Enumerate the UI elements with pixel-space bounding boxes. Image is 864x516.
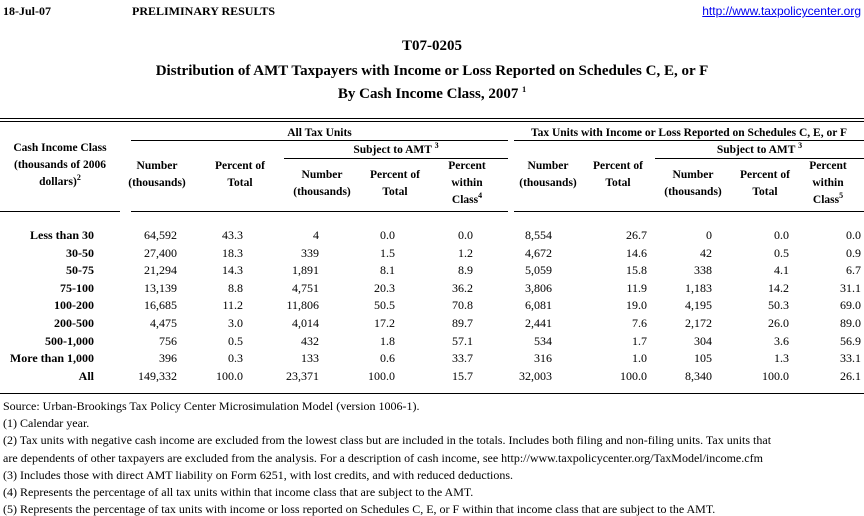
all-percent-header-l1: Percent of (215, 160, 265, 172)
sched-number-header-l1: Number (527, 160, 569, 172)
table-cell: 31.1 (840, 280, 861, 295)
row-label: All (78, 368, 94, 383)
rule-line (131, 140, 508, 141)
table-cell: 2,441 (525, 316, 552, 330)
table-cell: 89.7 (452, 316, 473, 330)
table-cell: 149,332 (138, 368, 177, 383)
table-cell: 69.0 (840, 298, 861, 313)
class-header-line2: (thousands of 2006 (13, 159, 107, 171)
table-cell: 56.9 (840, 333, 861, 348)
table-cell: 50.3 (768, 298, 789, 313)
subject-to-amt-header (655, 142, 864, 159)
table-cell: 1.0 (632, 351, 647, 366)
table-cell: 0.0 (458, 228, 473, 242)
footnote: (4) Represents the percentage of all tax units within that income class that are subject to the AMT. (3, 485, 474, 499)
table-cell: 338 (694, 263, 712, 278)
row-label: 100-200 (54, 298, 94, 313)
table-cell: 18.3 (222, 245, 243, 260)
table-cell: 1.2 (458, 245, 473, 260)
table-cell: 1.8 (380, 333, 395, 348)
taxpolicycenter-link[interactable]: http://www.taxpolicycenter.org (702, 4, 861, 18)
table-cell: 4,672 (525, 245, 552, 260)
all-amt-number-header-l2: (thousands) (293, 186, 351, 198)
table-cell: 105 (694, 351, 712, 366)
table-cell: 0.3 (228, 351, 243, 366)
table-cell: 26.0 (768, 316, 789, 330)
row-label: 200-500 (54, 316, 94, 330)
sched-percent-header-l1: Percent of (593, 160, 643, 172)
table-cell: 17.2 (374, 316, 395, 330)
sched-amt-number-header-l1: Number (672, 169, 714, 181)
row-label: 75-100 (60, 280, 94, 295)
table-cell: 3.6 (774, 333, 789, 348)
within-header-l3 (432, 192, 502, 209)
table-cell: 6.7 (846, 263, 861, 278)
table-cell: 1.5 (380, 245, 395, 260)
table-cell: 13,139 (144, 280, 177, 295)
class-text: Class (451, 194, 479, 206)
table-cell: 133 (301, 351, 319, 366)
table-cell: 21,294 (144, 263, 177, 278)
table-cell: 100.0 (762, 368, 789, 383)
table-cell: 396 (159, 351, 177, 366)
sched-amt-percent-header-l1: Percent of (740, 169, 790, 181)
table-cell: 89.0 (840, 316, 861, 330)
table-cell: 1.7 (632, 333, 647, 348)
report-date: 18-Jul-07 (3, 4, 51, 18)
table-cell: 64,592 (144, 228, 177, 242)
source-note: Source: Urban-Brookings Tax Policy Center Microsimulation Model (version 1006-1). (3, 399, 420, 413)
table-cell: 42 (700, 245, 712, 260)
row-label: 500-1,000 (45, 333, 94, 348)
row-label: 50-75 (66, 263, 94, 278)
table-cell: 11.9 (626, 280, 647, 295)
table-cell: 4.1 (774, 263, 789, 278)
table-cell: 0.5 (774, 245, 789, 260)
class-header-text: dollars) (39, 176, 77, 188)
table-cell: 36.2 (452, 280, 473, 295)
table-cell: 4,475 (150, 316, 177, 330)
table-cell: 4,014 (292, 316, 319, 330)
table-cell: 8,340 (685, 368, 712, 383)
table-cell: 432 (301, 333, 319, 348)
subject-amt-footnote: 3 (434, 141, 439, 151)
page-subtitle (0, 85, 864, 103)
table-cell: 0.0 (846, 228, 861, 242)
table-cell: 8.8 (228, 280, 243, 295)
subject-amt-text: Subject to AMT (716, 144, 796, 156)
table-cell: 100.0 (216, 368, 243, 383)
table-cell: 534 (534, 333, 552, 348)
sched-percent-header-l2: Total (605, 177, 631, 189)
table-cell: 32,003 (519, 368, 552, 383)
table-cell: 316 (534, 351, 552, 366)
table-cell: 0 (706, 228, 712, 242)
subtitle-text: By Cash Income Class, 2007 (337, 86, 519, 102)
table-cell: 0.5 (228, 333, 243, 348)
footnote: (2) Tax units with negative cash income are excluded from the lowest class but are included in the totals. Includes both filing and non-filing units. Tax units that (3, 433, 772, 448)
all-amt-percent-header-l1: Percent of (370, 169, 420, 181)
sched-amt-number-header-l2: (thousands) (664, 186, 722, 198)
table-cell: 14.3 (222, 263, 243, 278)
table-cell: 1,183 (685, 280, 712, 295)
subject-amt-text: Subject to AMT (353, 144, 432, 156)
table-cell: 15.8 (626, 263, 647, 278)
table-cell: 4,751 (292, 280, 319, 295)
class-footnote: 2 (76, 173, 81, 183)
rule-line (514, 140, 864, 141)
group-all-tax-units: All Tax Units (287, 127, 352, 139)
footnote: (3) Includes those with direct AMT liability on Form 6251, with lost credits, and with reduced deductions. (3, 467, 514, 482)
table-cell: 2,172 (685, 316, 712, 330)
subject-to-amt-header (284, 142, 508, 159)
table-cell: 4,195 (685, 298, 712, 313)
table-id: T07-0205 (402, 38, 462, 54)
subtitle-footnote: 1 (522, 85, 527, 94)
table-cell: 756 (159, 333, 177, 348)
table-cell: 339 (301, 245, 319, 260)
row-label: More than 1,000 (9, 351, 94, 366)
class-header-line1: Cash Income Class (13, 142, 107, 154)
table-cell: 8.9 (458, 263, 473, 278)
table-cell: 11,806 (286, 298, 319, 313)
table-cell: 1,891 (292, 263, 319, 278)
table-cell: 0.0 (380, 228, 395, 242)
table-cell: 70.8 (452, 298, 473, 313)
footnote: (1) Calendar year. (3, 416, 90, 431)
all-number-header-l2: (thousands) (128, 177, 186, 189)
table-cell: 1.3 (774, 351, 789, 366)
within-header-l3 (793, 192, 863, 209)
within-footnote: 5 (839, 191, 844, 201)
table-cell: 19.0 (626, 298, 647, 313)
table-cell: 43.3 (222, 228, 243, 242)
table-cell: 15.7 (452, 368, 473, 383)
table-cell: 0.0 (774, 228, 789, 242)
table-cell: 16,685 (144, 298, 177, 313)
table-cell: 6,081 (525, 298, 552, 313)
table-cell: 50.5 (374, 298, 395, 313)
table-cell: 100.0 (368, 368, 395, 383)
class-text: Class (812, 194, 840, 206)
table-cell: 3.0 (228, 316, 243, 330)
table-cell: 8,554 (525, 228, 552, 242)
all-amt-percent-header-l2: Total (382, 186, 408, 198)
table-cell: 33.1 (840, 351, 861, 366)
table-cell: 304 (694, 333, 712, 348)
within-header-l2: within (451, 177, 483, 189)
table-cell: 14.6 (626, 245, 647, 260)
page-title: Distribution of AMT Taxpayers with Income or Loss Reported on Schedules C, E, or F (155, 63, 709, 79)
rule-line (0, 211, 120, 212)
subject-amt-footnote: 3 (798, 141, 803, 151)
table-cell: 8.1 (380, 263, 395, 278)
rule-line (131, 211, 508, 212)
table-cell: 23,371 (286, 368, 319, 383)
class-header-line3 (0, 174, 120, 191)
rule-line (655, 158, 864, 159)
rule-line (284, 158, 508, 159)
table-cell: 11.2 (222, 298, 243, 313)
table-cell: 100.0 (620, 368, 647, 383)
table-cell: 7.6 (632, 316, 647, 330)
sched-amt-percent-header-l2: Total (752, 186, 778, 198)
footnote: (5) Represents the percentage of tax units with income or loss reported on Schedules C, E, or F within that income class that are subject to the AMT. (3, 502, 716, 516)
table-cell: 5,059 (525, 263, 552, 278)
all-number-header-l1: Number (136, 160, 178, 172)
within-header-l1: Percent (809, 160, 847, 172)
all-percent-header-l2: Total (227, 177, 253, 189)
table-cell: 4 (313, 228, 319, 242)
within-footnote: 4 (478, 191, 483, 201)
table-cell: 0.6 (380, 351, 395, 366)
within-header-l1: Percent (448, 160, 486, 172)
table-cell: 57.1 (452, 333, 473, 348)
rule-line (514, 211, 864, 212)
all-amt-number-header-l1: Number (301, 169, 343, 181)
table-cell: 26.7 (626, 228, 647, 242)
row-label: 30-50 (66, 245, 94, 260)
within-header-l2: within (812, 177, 844, 189)
table-cell: 14.2 (768, 280, 789, 295)
table-cell: 26.1 (840, 368, 861, 383)
preliminary-label: PRELIMINARY RESULTS (132, 4, 276, 18)
sched-number-header-l2: (thousands) (519, 177, 577, 189)
table-cell: 20.3 (374, 280, 395, 295)
footnote: are dependents of other taxpayers are excluded from the analysis. For a description of cash income, see http://www.taxpolicycenter.org/TaxModel/income.cfm (3, 450, 763, 465)
table-cell: 0.9 (846, 245, 861, 260)
group-schedules-cef: Tax Units with Income or Loss Reported on Schedules C, E, or F (530, 127, 848, 139)
table-cell: 27,400 (144, 245, 177, 260)
row-label: Less than 30 (29, 228, 94, 242)
table-cell: 33.7 (452, 351, 473, 366)
table-cell: 3,806 (525, 280, 552, 295)
